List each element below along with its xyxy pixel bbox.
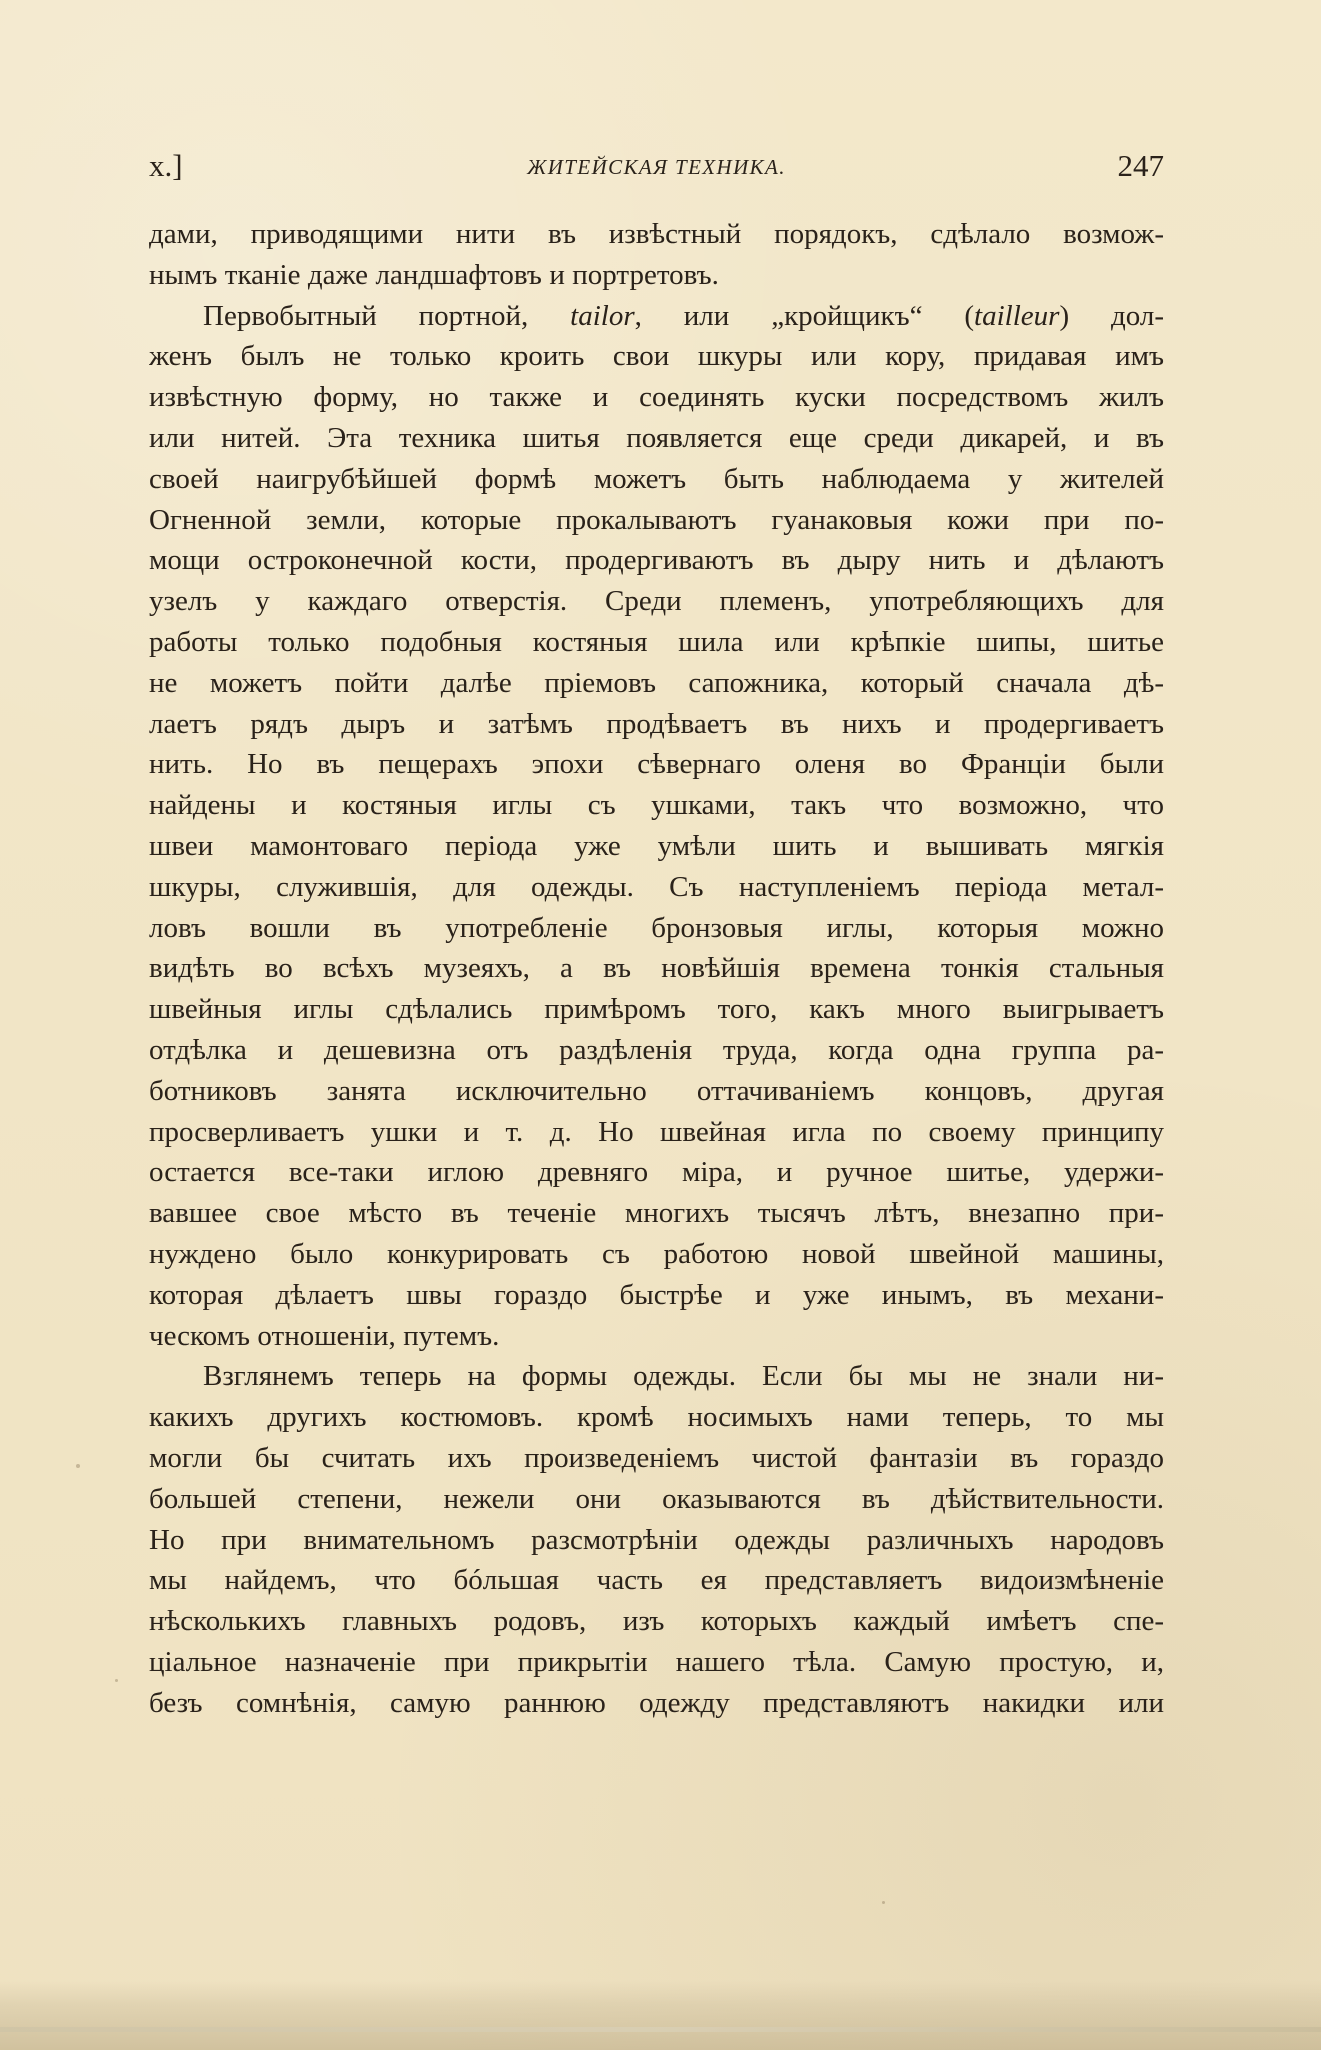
paragraph-2-line-11: лаетъ рядъ дыръ и затѣмъ продѣваетъ въ нихъ и продергиваетъ [149, 707, 1164, 740]
paragraph-2-line-25: которая дѣлаетъ швы гораздо быстрѣе и уже инымъ, въ механи- [149, 1278, 1164, 1311]
paragraph-2-line-3: извѣстную форму, но также и соединять куски посредствомъ жилъ [149, 381, 1164, 414]
running-header [149, 148, 1164, 188]
paragraph-2-line-6: Огненной земли, которые прокалываютъ гуанаковыя кожи при по- [149, 503, 1164, 536]
paragraph-2-line-8: узелъ у каждаго отверстія. Среди племенъ, употребляющихъ для [149, 585, 1164, 618]
french-term: tailleur [974, 299, 1060, 332]
paragraph-3-line-1: Взглянемъ теперь на формы одежды. Если бы мы не знали ни- [203, 1360, 1164, 1393]
paragraph-2-line-16: ловъ вошли въ употребленіе бронзовыя иглы, которыя можно [149, 911, 1164, 944]
paper-speck [76, 1464, 80, 1468]
paragraph-2-line-24: нуждено было конкурировать съ работою новой швейной машины, [149, 1237, 1164, 1270]
paper-speck [115, 1679, 118, 1682]
page-number: 247 [1117, 148, 1164, 183]
paragraph-3-line-4: большей степени, нежели они оказываются въ дѣйствительности. [149, 1482, 1164, 1515]
paragraph-2-line-21: просверливаетъ ушки и т. д. Но швейная игла по своему принципу [149, 1115, 1164, 1148]
paragraph-2-line-2: женъ былъ не только кроить свои шкуры или кору, придавая имъ [149, 340, 1164, 373]
paragraph-2-line-12: нить. Но въ пещерахъ эпохи сѣвернаго оленя во Франціи были [149, 748, 1164, 781]
paragraph-1-line-2: нымъ тканіе даже ландшафтовъ и портретовъ. [149, 258, 719, 291]
scan-bottom-shadow [0, 1980, 1321, 2050]
paragraph-3-line-7: нѣсколькихъ главныхъ родовъ, изъ которыхъ каждый имѣетъ спе- [149, 1605, 1164, 1638]
paragraph-2-line-9: работы только подобныя костяныя шила или крѣпкіе шипы, шитье [149, 625, 1164, 658]
paragraph-2-line-17: видѣть во всѣхъ музеяхъ, а въ новѣйшія времена тонкія стальныя [149, 952, 1164, 985]
paragraph-3-line-9: безъ сомнѣнія, самую раннюю одежду представляютъ накидки или [149, 1686, 1164, 1719]
paragraph-3-line-8: ціальное назначеніе при прикрытіи нашего тѣла. Самую простую, и, [149, 1645, 1164, 1678]
paragraph-2-line-1: Первобытный портной, tailor, или „кройщикъ“ (tailleur) дол- [203, 299, 1164, 332]
scan-bottom-edge [0, 2027, 1321, 2032]
paragraph-2-line-20: ботниковъ занята исключительно оттачиваніемъ концовъ, другая [149, 1074, 1164, 1107]
paragraph-2-line-15: шкуры, служившія, для одежды. Съ наступленіемъ періода метал- [149, 870, 1164, 903]
paragraph-2-line-5: своей наигрубѣйшей формѣ можетъ быть наблюдаема у жителей [149, 462, 1164, 495]
running-title: ЖИТЕЙСКАЯ ТЕХНИКА. [527, 155, 786, 179]
paragraph-2-line-18: швейныя иглы сдѣлались примѣромъ того, какъ много выигрываетъ [149, 993, 1164, 1026]
paragraph-2-line-13: найдены и костяныя иглы съ ушками, такъ что возможно, что [149, 789, 1164, 822]
english-term: tailor [570, 299, 635, 332]
paragraph-2-line-19: отдѣлка и дешевизна отъ раздѣленія труда, когда одна группа ра- [149, 1033, 1164, 1066]
paragraph-1-line-1: дами, приводящими нити въ извѣстный порядокъ, сдѣлало возмож- [149, 218, 1164, 250]
paragraph-2-line-22: остается все-таки иглою древняго міра, и ручное шитье, удержи- [149, 1156, 1164, 1189]
paragraph-2-line-26: ческомъ отношеніи, путемъ. [149, 1319, 500, 1352]
paragraph-3-line-2: какихъ другихъ костюмовъ. кромѣ носимыхъ нами теперь, то мы [149, 1401, 1164, 1434]
paragraph-3-line-6: мы найдемъ, что бóльшая часть ея представляетъ видоизмѣненіе [149, 1564, 1164, 1597]
paper-speck [882, 1901, 885, 1904]
paragraph-2-line-4: или нитей. Эта техника шитья появляется еще среди дикарей, и въ [149, 421, 1164, 454]
paragraph-2-line-23: вавшее свое мѣсто въ теченіе многихъ тысячъ лѣтъ, внезапно при- [149, 1197, 1164, 1230]
body-text [149, 214, 1164, 1723]
paragraph-3-line-3: могли бы считать ихъ произведеніемъ чистой фантазіи въ гораздо [149, 1441, 1164, 1474]
paragraph-2-line-7: мощи остроконечной кости, продергиваютъ въ дыру нить и дѣлаютъ [149, 544, 1164, 577]
paragraph-2-line-10: не можетъ пойти далѣе пріемовъ сапожника, который сначала дѣ- [149, 666, 1164, 699]
paragraph-3-line-5: Но при внимательномъ разсмотрѣніи одежды различныхъ народовъ [149, 1523, 1164, 1556]
paragraph-2-line-14: швеи мамонтоваго періода уже умѣли шить и вышивать мягкія [149, 829, 1164, 862]
chapter-marker: x.] [149, 148, 183, 183]
